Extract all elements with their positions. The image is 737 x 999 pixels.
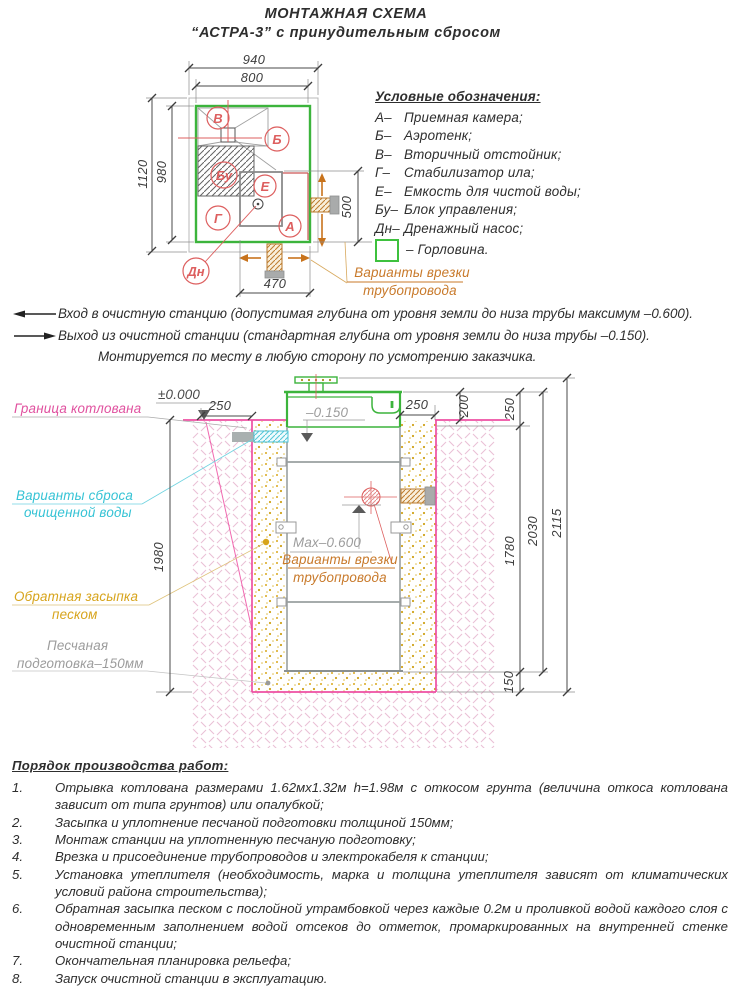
- backfill-label-line2: песком: [52, 607, 98, 622]
- sandprep-label-line2: подготовка–150мм: [17, 656, 144, 671]
- work-order-item: 1. Отрывка котлована размерами 1.62мх1.32м h=1.98м с откосом грунта (величина откоса котлована зависит от типа грунтов) или опалубкой;: [12, 780, 728, 813]
- legend-item: Г– Стабилизатор ила;: [375, 165, 535, 181]
- legend-item: Дн– Дренажный насос;: [375, 220, 524, 236]
- dim-inner-width: 800: [240, 70, 264, 85]
- dim-sand-base: 150: [501, 670, 516, 694]
- sandprep-leader-dot: [266, 681, 271, 686]
- outlet-arrow-icon: [12, 331, 58, 341]
- legend: [375, 88, 725, 261]
- arrow-left-icon: [239, 254, 248, 262]
- chamber-label-a: А: [285, 219, 295, 234]
- dim-outer-height: 1120: [135, 159, 150, 189]
- section-view-drawing: [0, 373, 737, 778]
- work-order: [12, 757, 728, 987]
- work-order-item: 7. Окончательная планировка рельефа;: [12, 953, 291, 969]
- chamber-label-dn: Дн: [187, 264, 205, 279]
- legend-item: Бу– Блок управления;: [375, 202, 518, 218]
- dim-station-height: 2030: [525, 515, 540, 547]
- drawing-title: [0, 5, 692, 43]
- legend-item: А– Приемная камера;: [375, 110, 523, 125]
- chamber-label-b: Б: [272, 132, 282, 147]
- dim-top-right: 250: [502, 397, 517, 421]
- pipe-note-line1: Варианты врезки: [354, 265, 470, 280]
- dim-bottom-offset: 470: [263, 276, 287, 291]
- mounting-note: Монтируется по месту в любую сторону по усмотрению заказчика.: [98, 349, 537, 364]
- work-order-item: 8. Запуск очистной станции в эксплуатацию.: [12, 970, 328, 986]
- outlet-note: Выход из очистной станции (стандартная глубина от уровня земли до низа трубы –0.150).: [12, 325, 728, 347]
- work-order-item: 2. Засыпка и уплотнение песчаной подготовки толщиной 150мм;: [12, 814, 454, 830]
- title-line2: “АСТРА-3” с принудительным сбросом: [191, 25, 501, 41]
- chamber-label-v: В: [213, 111, 223, 126]
- discharge-label-line2: очищенной воды: [24, 505, 132, 520]
- work-order-item: 3. Монтаж станции на уплотненную песчаную подготовку;: [12, 832, 416, 848]
- work-order-item: 5. Установка утеплителя (необходимость, марка и толщина утеплителя зависят от климатических условий района строительства);: [12, 866, 728, 900]
- neck-symbol: [375, 239, 399, 262]
- inlet-note: Вход в очистную станцию (допустимая глубина от уровня земли до низа трубы максимум –0.600).: [12, 303, 728, 325]
- dim-above-ground: 200: [456, 394, 471, 418]
- arrow-right-icon: [301, 254, 310, 262]
- pit-boundary-label: Граница котлована: [14, 401, 142, 416]
- backfill-label-line1: Обратная засыпка: [14, 589, 139, 604]
- arrow-down-icon: [318, 238, 326, 247]
- dim-pit-depth: 1980: [151, 541, 166, 573]
- section-pipe-note-line2: трубопровода: [293, 570, 387, 585]
- chamber-label-bu: Бу: [215, 168, 233, 183]
- dim-inner-height: 980: [154, 160, 169, 184]
- arrow-up-icon: [318, 173, 326, 182]
- sandprep-label-line1: Песчаная: [47, 638, 109, 653]
- dim-offset-left: 250: [208, 398, 232, 413]
- chamber-label-g: Г: [214, 211, 222, 226]
- legend-heading: Условные обозначения:: [375, 89, 541, 104]
- dim-offset-right: 250: [405, 397, 429, 412]
- minus150-label: –0.150: [306, 405, 349, 420]
- dim-outer-width: 940: [242, 52, 266, 67]
- backfill-leader-dot: [263, 539, 269, 545]
- dim-total-height: 2115: [549, 508, 564, 538]
- work-order-item: 6. Обратная засыпка песком с послойной утрамбовкой через каждые 0.2м и проливкой водой каждого слоя с одновременным заполнением водой отсеков до отметок, промаркированных на внутренней стенке очистной станции;: [12, 901, 728, 952]
- legend-item-neck: – Горловина.: [375, 240, 725, 261]
- max600-label: Max–0.600: [293, 535, 362, 550]
- section-pipe-note: [282, 552, 398, 585]
- title-line1: МОНТАЖНАЯ СХЕМА: [264, 6, 428, 22]
- dim-tank-depth: 1780: [502, 535, 517, 567]
- work-order-heading: Порядок производства работ:: [12, 758, 229, 773]
- legend-item: Б– Аэротенк;: [375, 128, 473, 144]
- work-order-item: 4. Врезка и присоединение трубопроводов и электрокабеля к станции;: [12, 849, 489, 865]
- inlet-arrow-icon: [12, 309, 58, 319]
- discharge-label-line1: Варианты сброса: [16, 488, 134, 503]
- inlet-outlet-notes: [12, 303, 728, 368]
- legend-item: Е– Емкость для чистой воды;: [375, 183, 581, 199]
- zero-level-label: ±0.000: [158, 387, 201, 402]
- section-pipe-note-line1: Варианты врезки: [282, 552, 398, 567]
- chamber-label-e: Е: [260, 179, 270, 194]
- discharge-pipe: [232, 431, 288, 442]
- legend-item: В– Вторичный отстойник;: [375, 146, 562, 162]
- pipe-note-line2: трубопровода: [363, 283, 457, 298]
- dim-right-offset: 500: [339, 195, 354, 219]
